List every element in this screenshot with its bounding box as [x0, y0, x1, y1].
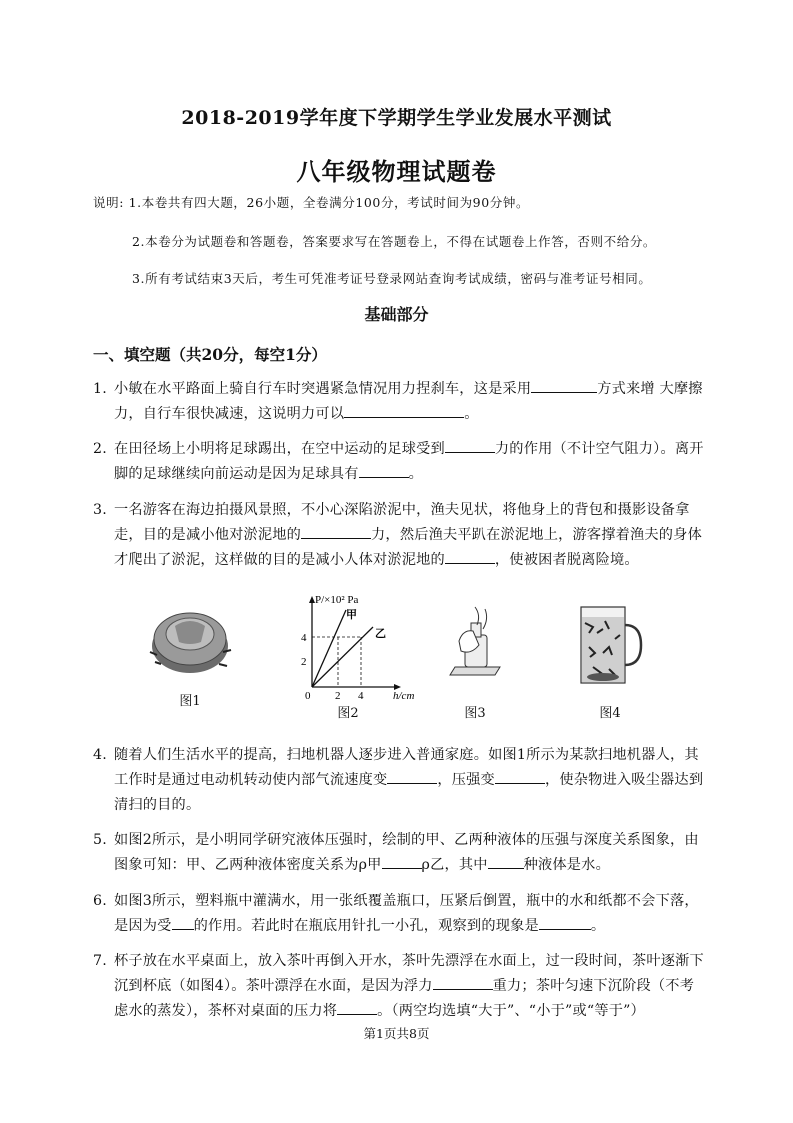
- question-1: [93, 377, 705, 427]
- answer-blank[interactable]: [488, 853, 524, 869]
- figure-4-tea-cup: [575, 603, 645, 688]
- graph-x-tick: 2: [335, 690, 341, 702]
- question-text: 力的作用（不计空气阻力）。离开脚的足球继续向前运动是因为足球具有: [114, 441, 704, 482]
- figure-1-caption: 图1: [179, 694, 201, 709]
- question-text: 一名游客在海边拍摄风景照，不小心深陷淤泥中，渔夫见状，将他身上的背包和摄影设备拿走，目的是减小他对淤泥地的: [114, 502, 690, 543]
- section-title: 基础部分: [364, 305, 429, 324]
- graph-x-label: h/cm: [393, 690, 415, 702]
- question-2: [93, 437, 705, 487]
- question-text: 力，然后渔夫平趴在淤泥地上，游客撑着渔夫的身体才爬出了淤泥，这样做的目的是减小人体对淤泥地的: [114, 527, 702, 568]
- question-text: ，使被困者脱离险境。: [494, 552, 639, 568]
- question-number: 1.: [93, 381, 107, 397]
- question-text: ρ乙，其中: [421, 857, 488, 873]
- note-line-3: 3.所有考试结束3天后，考生可凭准考证号登录网站查询考试成绩，密码与准考证号相同。: [132, 271, 652, 286]
- figure-4-caption: 图4: [599, 706, 621, 721]
- figure-2-caption: 图2: [337, 706, 359, 721]
- answer-blank[interactable]: [344, 402, 464, 418]
- answer-blank[interactable]: [387, 768, 437, 784]
- answer-blank[interactable]: [495, 768, 545, 784]
- answer-blank[interactable]: [433, 974, 493, 990]
- answer-blank[interactable]: [445, 548, 495, 564]
- graph-y-label: P/×10² Pa: [315, 594, 359, 606]
- note-line-2: 2.本卷分为试题卷和答题卷，答案要求写在答题卷上，不得在试题卷上作答，否则不给分。: [132, 234, 657, 249]
- answer-blank[interactable]: [445, 437, 495, 453]
- question-text: 。: [590, 918, 606, 934]
- answer-blank[interactable]: [172, 914, 194, 930]
- graph-origin: 0: [305, 690, 311, 702]
- question-text: 在田径场上小明将足球踢出，在空中运动的足球受到: [114, 441, 445, 457]
- question-number: 4.: [93, 747, 107, 763]
- question-text: 随着人们生活水平的提高，扫地机器人逐步进入普通家庭。如图1所示为某款扫地机器人，其工作时是通过电动机转动使内部气流速度变: [114, 747, 699, 788]
- question-number: 2.: [93, 441, 107, 457]
- question-5: [93, 828, 705, 878]
- question-7: [93, 949, 705, 1024]
- question-text: ，使杂物进入吸尘器达到清扫的目的。: [114, 772, 704, 813]
- answer-blank[interactable]: [539, 914, 591, 930]
- question-6: [93, 889, 705, 939]
- graph-x-tick: 4: [358, 690, 364, 702]
- question-number: 5.: [93, 832, 107, 848]
- part-title: 一、填空题（共20分，每空1分）: [93, 345, 327, 364]
- question-text: 方式来增 大摩擦力，自行车很快减速，这说明力可以: [114, 381, 703, 422]
- note-text-1: 1.本卷共有四大题，26小题，全卷满分100分，考试时间为90分钟。: [128, 195, 530, 210]
- question-text: 种液体是水。: [523, 857, 610, 873]
- graph-line-a-label: 甲: [346, 609, 357, 621]
- question-text: 重力；茶叶匀速下沉阶段（不考虑水的蒸发），茶杯对桌面的压力将: [114, 978, 695, 1019]
- answer-blank[interactable]: [531, 377, 597, 393]
- figure-3-inverted-bottle: [445, 605, 505, 680]
- exam-subtitle: 八年级物理试题卷: [296, 157, 497, 186]
- question-number: 3.: [93, 502, 107, 518]
- answer-blank[interactable]: [382, 853, 422, 869]
- graph-line-b-label: 乙: [375, 628, 386, 640]
- question-text: 。: [408, 466, 423, 482]
- question-number: 7.: [93, 953, 107, 969]
- question-text: 杯子放在水平桌面上，放入茶叶再倒入开水，茶叶先漂浮在水面上，过一段时间，茶叶逐渐下沉到杯底（如图4）。茶叶漂浮在水面，是因为浮力: [114, 953, 704, 994]
- figure-2-pressure-depth-graph: [295, 592, 425, 707]
- question-text: 小敏在水平路面上骑自行车时突遇紧急情况用力捏刹车，这是采用: [114, 381, 532, 397]
- note-label: 说明:: [93, 195, 125, 210]
- graph-y-tick: 2: [301, 656, 307, 668]
- exam-title: 2018-2019学年度下学期学生学业发展水平测试: [181, 107, 612, 129]
- question-3: [93, 498, 705, 573]
- question-4: [93, 743, 705, 818]
- graph-y-tick: 4: [301, 632, 307, 644]
- figure-3-caption: 图3: [464, 706, 486, 721]
- answer-blank[interactable]: [359, 462, 409, 478]
- question-text: 如图2所示，是小明同学研究液体压强时，绘制的甲、乙两种液体的压强与深度关系图象，由图象可知：甲、乙两种液体密度关系为ρ甲: [114, 832, 699, 873]
- question-text: 如图3所示，塑料瓶中灌满水，用一张纸覆盖瓶口，压紧后倒置，瓶中的水和纸都不会下落，是因为受: [114, 893, 699, 934]
- figure-1-robot-vacuum: [145, 606, 235, 676]
- question-text: 。（两空均选填“大于”、“小于”或“等于”）: [377, 1003, 645, 1019]
- question-number: 6.: [93, 893, 107, 909]
- note-line-1: [93, 193, 529, 211]
- answer-blank[interactable]: [337, 999, 377, 1015]
- question-text: 的作用。若此时在瓶底用针扎一小孔，观察到的现象是: [193, 918, 539, 934]
- page-number: 第1页共8页: [363, 1026, 430, 1041]
- answer-blank[interactable]: [301, 523, 371, 539]
- question-text: ，压强变: [437, 772, 495, 788]
- question-text: 。: [464, 406, 479, 422]
